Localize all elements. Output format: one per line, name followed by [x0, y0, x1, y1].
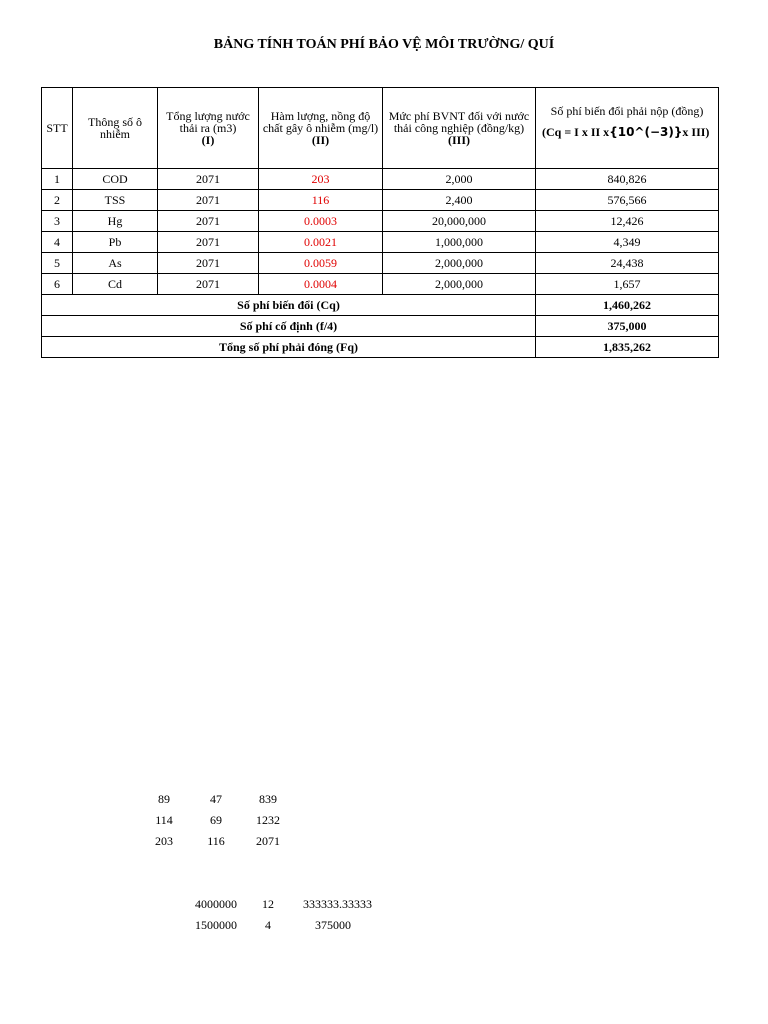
- cell-volume: 2071: [158, 190, 259, 211]
- cell-param: TSS: [73, 190, 158, 211]
- scratch-value: 47: [210, 792, 222, 806]
- header-fee: [536, 88, 719, 169]
- cell-fee: 576,566: [536, 190, 719, 211]
- header-volume: [158, 88, 259, 169]
- summary-label: Số phí cố định (f/4): [42, 316, 536, 337]
- cell-volume: 2071: [158, 211, 259, 232]
- summary-value: 1,835,262: [536, 337, 719, 358]
- scratch-value: 4000000: [195, 897, 237, 911]
- cell-rate: 2,000: [383, 169, 536, 190]
- cell-volume: 2071: [158, 232, 259, 253]
- summary-value: 375,000: [536, 316, 719, 337]
- scratch-value: 116: [207, 834, 225, 848]
- cell-stt: 1: [42, 169, 73, 190]
- cell-stt: 4: [42, 232, 73, 253]
- fee-table: [41, 87, 719, 358]
- cell-rate: 1,000,000: [383, 232, 536, 253]
- header-param: Thông số ô nhiễm: [73, 88, 158, 169]
- header-concentration-code: (II): [311, 133, 330, 147]
- header-fee-formula: (Cq = I x II x{10^(−3)}x III): [542, 125, 710, 139]
- table-header-row: [42, 88, 719, 169]
- summary-value: 1,460,262: [536, 295, 719, 316]
- summary-label: Số phí biến đổi (Cq): [42, 295, 536, 316]
- cell-stt: 2: [42, 190, 73, 211]
- cell-rate: 2,000,000: [383, 253, 536, 274]
- cell-concentration: 203: [259, 169, 383, 190]
- header-concentration: [259, 88, 383, 169]
- cell-volume: 2071: [158, 274, 259, 295]
- header-rate: [383, 88, 536, 169]
- header-rate-label: Mức phí BVNT đối với nước thải công nghiệp (đồng/kg): [388, 109, 530, 135]
- table-row: [42, 232, 719, 253]
- scratch-value: 1500000: [195, 918, 237, 932]
- cell-stt: 5: [42, 253, 73, 274]
- cell-param: Hg: [73, 211, 158, 232]
- scratch-value: 1232: [256, 813, 280, 827]
- scratch-value: 89: [158, 792, 170, 806]
- scratch-value: 114: [155, 813, 173, 827]
- cell-volume: 2071: [158, 253, 259, 274]
- cell-fee: 1,657: [536, 274, 719, 295]
- cell-concentration: 0.0003: [259, 211, 383, 232]
- header-concentration-label: Hàm lượng, nồng độ chất gây ô nhiễm (mg/l): [262, 109, 379, 135]
- scratch-value: 12: [262, 897, 274, 911]
- cell-fee: 24,438: [536, 253, 719, 274]
- cell-fee: 840,826: [536, 169, 719, 190]
- cell-fee: 12,426: [536, 211, 719, 232]
- header-rate-code: (III): [447, 133, 470, 147]
- header-volume-label: Tổng lượng nước thải ra (m3): [166, 109, 250, 135]
- cell-volume: 2071: [158, 169, 259, 190]
- table-row: [42, 169, 719, 190]
- table-row: [42, 211, 719, 232]
- cell-rate: 20,000,000: [383, 211, 536, 232]
- cell-concentration: 0.0004: [259, 274, 383, 295]
- scratch-value: 4: [265, 918, 271, 932]
- scratch-value: 2071: [256, 834, 280, 848]
- summary-label: Tổng số phí phải đóng (Fq): [42, 337, 536, 358]
- table-row: [42, 253, 719, 274]
- summary-row: [42, 295, 719, 316]
- cell-concentration: 116: [259, 190, 383, 211]
- cell-param: Pb: [73, 232, 158, 253]
- cell-concentration: 0.0059: [259, 253, 383, 274]
- cell-rate: 2,000,000: [383, 274, 536, 295]
- scratch-value: 203: [155, 834, 173, 848]
- header-volume-code: (I): [201, 133, 215, 147]
- cell-param: As: [73, 253, 158, 274]
- cell-stt: 3: [42, 211, 73, 232]
- header-stt: STT: [42, 88, 73, 169]
- table-row: [42, 274, 719, 295]
- table-row: [42, 190, 719, 211]
- summary-row: [42, 337, 719, 358]
- cell-stt: 6: [42, 274, 73, 295]
- cell-param: Cd: [73, 274, 158, 295]
- scratch-value: 375000: [315, 918, 351, 932]
- summary-row: [42, 316, 719, 337]
- header-fee-label: Số phí biến đổi phải nộp (đồng): [550, 104, 704, 118]
- page-title: BẢNG TÍNH TOÁN PHÍ BẢO VỆ MÔI TRƯỜNG/ QUÍ: [213, 37, 555, 52]
- scratch-value: 333333.33333: [303, 897, 372, 911]
- scratch-value: 839: [259, 792, 277, 806]
- scratch-value: 69: [210, 813, 222, 827]
- cell-concentration: 0.0021: [259, 232, 383, 253]
- cell-fee: 4,349: [536, 232, 719, 253]
- cell-rate: 2,400: [383, 190, 536, 211]
- cell-param: COD: [73, 169, 158, 190]
